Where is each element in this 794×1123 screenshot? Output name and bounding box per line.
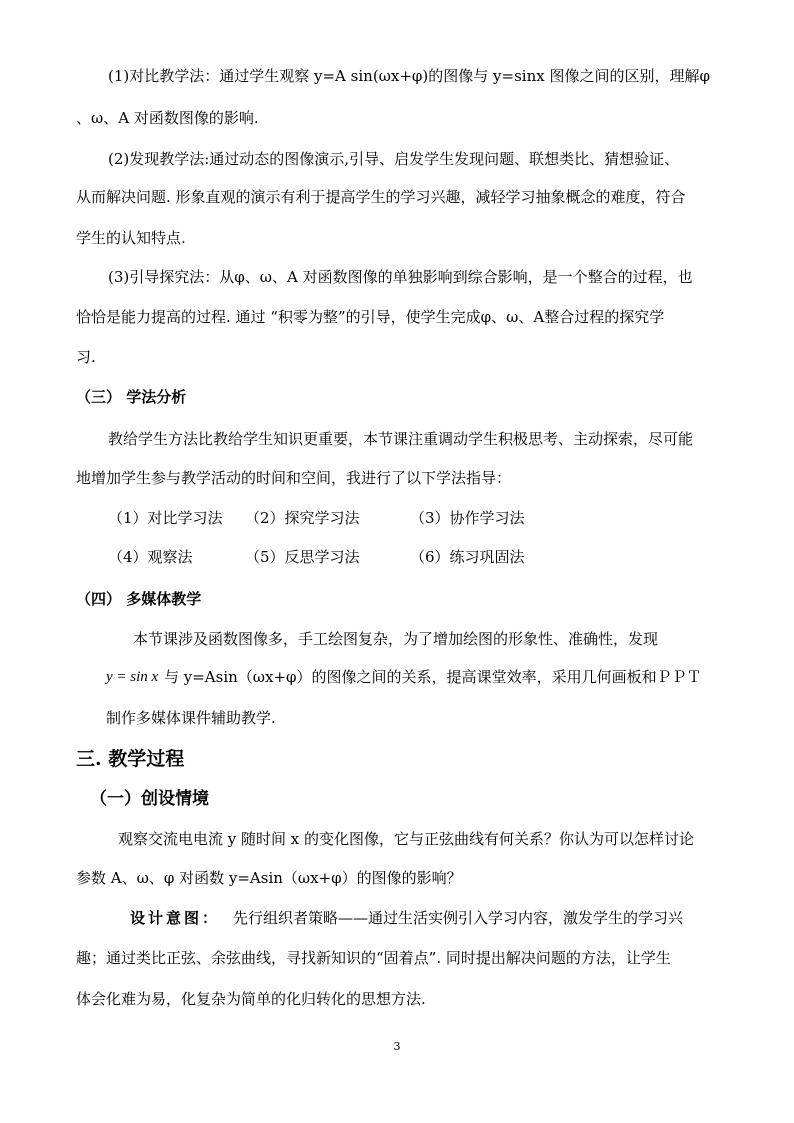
page-number: 3	[393, 1040, 401, 1053]
design-intent-label: 设计意图：	[130, 909, 221, 927]
list-item: （5）反思学习法	[245, 548, 360, 566]
section-heading: （三） 学法分析	[76, 388, 187, 406]
paragraph-line: 习.	[76, 348, 96, 366]
part-heading: 三. 教学过程	[76, 748, 185, 770]
sub-heading: （一）创设情境	[90, 789, 209, 809]
paragraph-line: 与 y=Asin（ωx+φ）的图像之间的关系，提高课堂效率，采用几何画板和ＰＰＴ	[164, 668, 702, 686]
paragraph-line: 学生的认知特点.	[76, 229, 186, 247]
formula: y = sin x	[106, 669, 159, 685]
paragraph-line: 、ω、A 对函数图像的影响.	[76, 109, 259, 127]
paragraph-line: 制作多媒体课件辅助教学.	[106, 709, 276, 727]
list-item: （3）协作学习法	[410, 509, 525, 527]
paragraph-line: 从而解决问题. 形象直观的演示有利于提高学生的学习兴趣，减轻学习抽象概念的难度，符合	[76, 188, 686, 206]
list-item: （2）探究学习法	[245, 509, 360, 527]
list-item: （4）观察法	[108, 548, 193, 566]
paragraph-line: 参数 A、ω、φ 对函数 y=Asin（ωx+φ）的图像的影响？	[76, 869, 462, 887]
paragraph-line: 恰恰是能力提高的过程. 通过 “积零为整”的引导，使学生完成φ、ω、A整合过程的探究学	[76, 308, 665, 326]
paragraph-line: 先行组织者策略——通过生活实例引入学习内容，激发学生的学习兴	[233, 909, 684, 927]
list-item: （6）练习巩固法	[410, 548, 525, 566]
paragraph-line: (3)引导探究法：从φ、ω、A 对函数图像的单独影响到综合影响，是一个整合的过程，也	[108, 268, 693, 286]
section-heading: （四） 多媒体教学	[76, 590, 202, 608]
paragraph-line: (1)对比教学法：通过学生观察 y=A sin(ωx+φ)的图像与 y=sinx 图像之间的区别，理解φ	[108, 67, 710, 85]
list-item: （1）对比学习法	[108, 509, 223, 527]
paragraph-line: 教给学生方法比教给学生知识更重要，本节课注重调动学生积极思考、主动探索，尽可能	[108, 430, 694, 448]
paragraph-line: 地增加学生参与教学活动的时间和空间，我进行了以下学法指导：	[76, 469, 512, 487]
paragraph-line: 观察交流电电流 y 随时间 x 的变化图像，它与正弦曲线有何关系？你认为可以怎样讨论	[118, 830, 695, 848]
paragraph-line: 体会化难为易，化复杂为简单的化归转化的思想方法.	[76, 990, 426, 1008]
paragraph-line: (2)发现教学法:通过动态的图像演示,引导、启发学生发现问题、联想类比、猜想验证、	[108, 150, 680, 168]
paragraph-line: 趣；通过类比正弦、余弦曲线，寻找新知识的“固着点”. 同时提出解决问题的方法，让学生	[76, 949, 671, 967]
paragraph-line: 本节课涉及函数图像多，手工绘图复杂，为了增加绘图的形象性、准确性，发现	[133, 630, 659, 648]
